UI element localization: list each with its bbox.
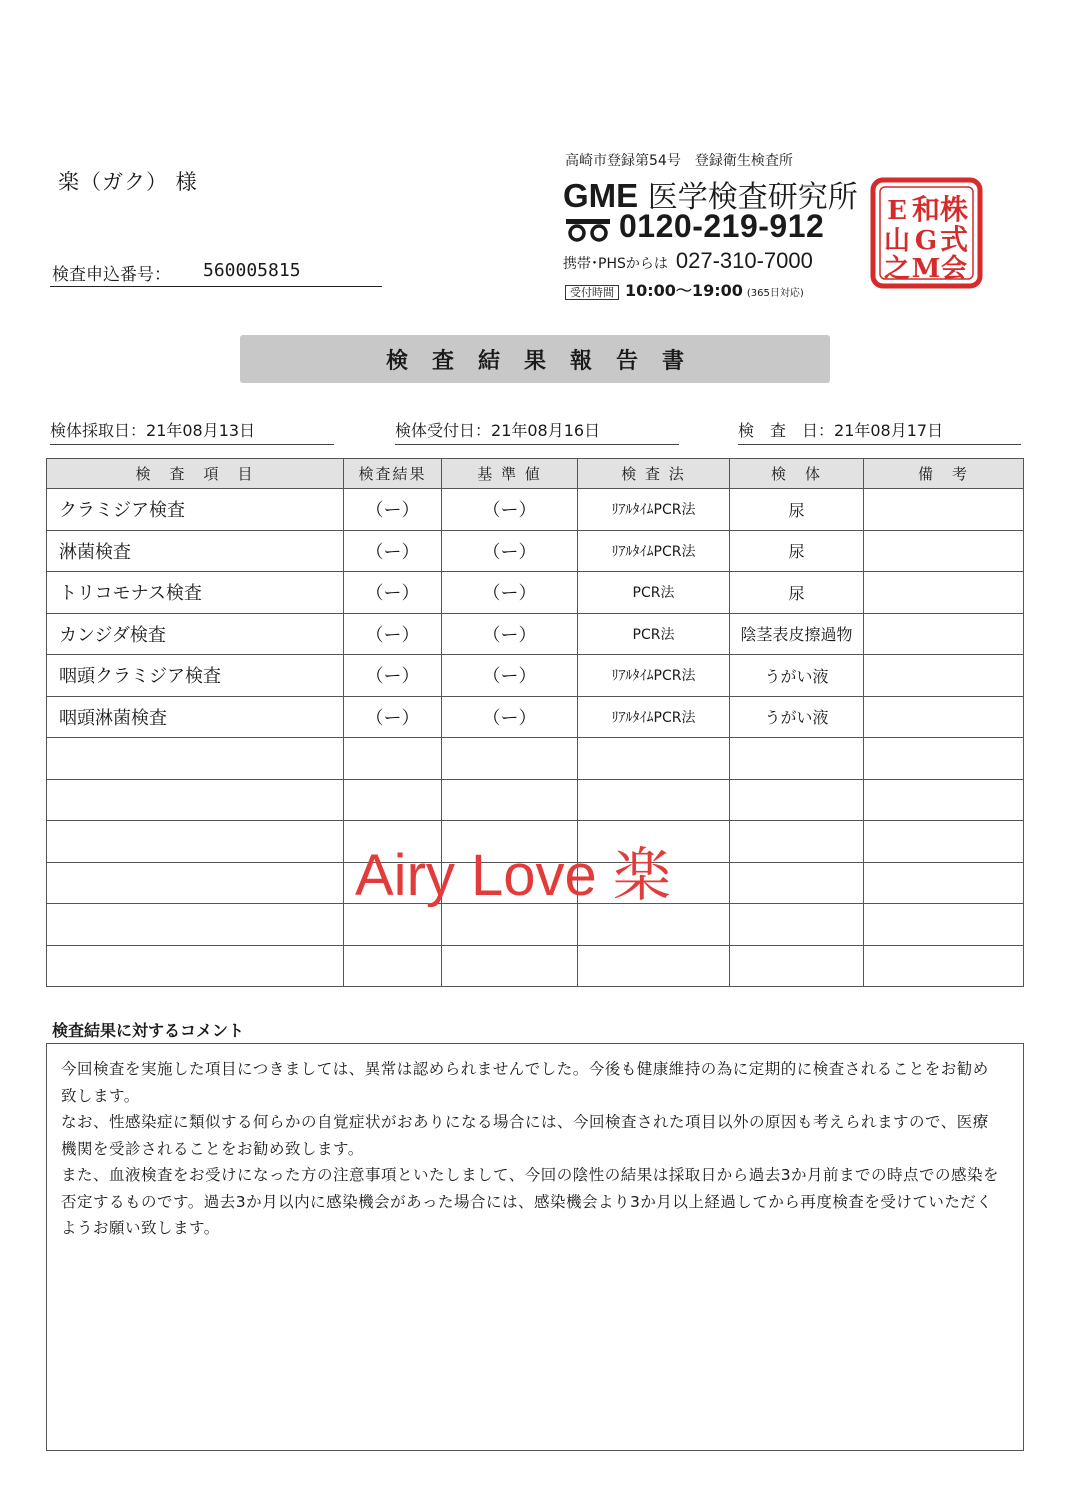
mobile-contact — [563, 248, 813, 274]
cell-reference: （ー） — [442, 530, 578, 572]
reception-hours — [565, 278, 804, 301]
cell-method: ﾘｱﾙﾀｲﾑPCR法 — [578, 655, 730, 697]
header-remarks: 備 考 — [864, 459, 1024, 489]
cell-reference — [442, 779, 578, 821]
header-test-item: 検 査 項 目 — [47, 459, 344, 489]
cell-reference: （ー） — [442, 572, 578, 614]
collection-date — [50, 414, 334, 445]
header-method: 検 査 法 — [578, 459, 730, 489]
cell-remarks — [864, 862, 1024, 904]
svg-text:会: 会 — [940, 254, 968, 284]
cell-method — [578, 945, 730, 987]
cell-specimen: 尿 — [730, 489, 864, 531]
cell-item: カンジダ検査 — [47, 613, 344, 655]
cell-result: （ー） — [344, 489, 442, 531]
comment-box — [46, 1043, 1024, 1451]
cell-result: （ー） — [344, 530, 442, 572]
cell-method: PCR法 — [578, 613, 730, 655]
cell-remarks — [864, 530, 1024, 572]
company-seal — [870, 177, 983, 289]
lab-registration: 高崎市登録第54号 登録衛生検査所 — [565, 153, 793, 169]
cell-item — [47, 945, 344, 987]
freedial-icon — [565, 218, 611, 242]
cell-item — [47, 821, 344, 863]
cell-item: クラミジア検査 — [47, 489, 344, 531]
cell-item — [47, 862, 344, 904]
toll-free-number: 0120-219-912 — [619, 208, 825, 244]
cell-reference: （ー） — [442, 613, 578, 655]
received-date — [395, 414, 679, 445]
table-row — [47, 779, 1024, 821]
table-row — [47, 530, 1024, 572]
collection-date-label: 検体採取日： — [50, 421, 147, 440]
cell-remarks — [864, 489, 1024, 531]
application-number-field — [50, 256, 382, 287]
hours-badge: 受付時間 — [565, 285, 619, 300]
cell-specimen: 尿 — [730, 530, 864, 572]
cell-specimen — [730, 779, 864, 821]
test-date-label: 検 査 日： — [738, 421, 835, 440]
cell-result: （ー） — [344, 572, 442, 614]
cell-result: （ー） — [344, 696, 442, 738]
table-row — [47, 613, 1024, 655]
cell-remarks — [864, 572, 1024, 614]
cell-reference — [442, 945, 578, 987]
cell-result — [344, 945, 442, 987]
cell-method: ﾘｱﾙﾀｲﾑPCR法 — [578, 696, 730, 738]
table-row — [47, 696, 1024, 738]
cell-item: 淋菌検査 — [47, 530, 344, 572]
table-row — [47, 489, 1024, 531]
patient-name: 楽（ガク） 様 — [58, 170, 198, 194]
svg-text:株: 株 — [939, 193, 969, 226]
table-row — [47, 572, 1024, 614]
svg-text:之: 之 — [883, 254, 911, 284]
cell-specimen — [730, 738, 864, 780]
cell-item: 咽頭クラミジア検査 — [47, 655, 344, 697]
cell-item: トリコモナス検査 — [47, 572, 344, 614]
table-header-row — [47, 459, 1024, 489]
cell-result: （ー） — [344, 613, 442, 655]
cell-result — [344, 779, 442, 821]
cell-remarks — [864, 779, 1024, 821]
mobile-label: 携帯･PHSからは — [563, 256, 668, 272]
cell-specimen: うがい液 — [730, 655, 864, 697]
test-date-value: 21年08月17日 — [834, 421, 944, 440]
comment-title: 検査結果に対するコメント — [52, 1021, 245, 1040]
received-date-value: 21年08月16日 — [491, 421, 601, 440]
lab-brand: GME — [563, 177, 639, 214]
cell-specimen — [730, 821, 864, 863]
cell-specimen: 尿 — [730, 572, 864, 614]
cell-remarks — [864, 738, 1024, 780]
header-specimen: 検 体 — [730, 459, 864, 489]
cell-remarks — [864, 904, 1024, 946]
cell-item — [47, 904, 344, 946]
mobile-number: 027-310-7000 — [675, 248, 813, 273]
comment-paragraph: なお、性感染症に類似する何らかの自覚症状がおありになる場合には、今回検査された項目以外の原因も考えられますので、医療機関を受診されることをお勧め致します。 — [61, 1113, 989, 1158]
cell-item: 咽頭淋菌検査 — [47, 696, 344, 738]
test-date — [738, 414, 1021, 445]
cell-remarks — [864, 945, 1024, 987]
cell-specimen — [730, 945, 864, 987]
table-row — [47, 738, 1024, 780]
cell-method: PCR法 — [578, 572, 730, 614]
application-number-value: 560005815 — [203, 260, 301, 281]
svg-text:E: E — [887, 196, 907, 226]
lab-name-rest: 医学検査研究所 — [638, 180, 858, 215]
comment-paragraph: 今回検査を実施した項目につきましては、異常は認められませんでした。今後も健康維持の為に定期的に検査されることをお勧め致します。 — [61, 1060, 989, 1105]
svg-text:和: 和 — [911, 193, 941, 226]
cell-result: （ー） — [344, 655, 442, 697]
cell-remarks — [864, 821, 1024, 863]
svg-text:山: 山 — [883, 226, 911, 256]
cell-reference: （ー） — [442, 655, 578, 697]
hours-note: (365日対応) — [746, 288, 804, 299]
header-result: 検査結果 — [344, 459, 442, 489]
table-row — [47, 655, 1024, 697]
svg-text:M: M — [911, 254, 941, 284]
cell-method: ﾘｱﾙﾀｲﾑPCR法 — [578, 489, 730, 531]
application-number-label: 検査申込番号： — [52, 265, 171, 285]
table-row — [47, 945, 1024, 987]
cell-reference: （ー） — [442, 489, 578, 531]
cell-specimen — [730, 862, 864, 904]
cell-method — [578, 779, 730, 821]
cell-result — [344, 738, 442, 780]
cell-specimen: うがい液 — [730, 696, 864, 738]
cell-item — [47, 779, 344, 821]
received-date-label: 検体受付日： — [395, 421, 492, 440]
header-reference: 基 準 値 — [442, 459, 578, 489]
cell-reference: （ー） — [442, 696, 578, 738]
cell-remarks — [864, 613, 1024, 655]
cell-method: ﾘｱﾙﾀｲﾑPCR法 — [578, 530, 730, 572]
cell-remarks — [864, 655, 1024, 697]
hours-time: 10:00〜19:00 — [625, 281, 743, 300]
comment-paragraph: また、血液検査をお受けになった方の注意事項といたしまして、今回の陰性の結果は採取日から過去3か月前までの時点での感染を否定するものです。過去3か月以内に感染機会があった場合には、感染機会より3か月以上経過してから再度検査を受けていただくようお願い致します。 — [61, 1166, 1000, 1237]
cell-specimen — [730, 904, 864, 946]
cell-reference — [442, 738, 578, 780]
svg-text:G: G — [914, 226, 938, 256]
report-title: 検査結果報告書 — [240, 335, 830, 383]
cell-item — [47, 738, 344, 780]
svg-text:式: 式 — [939, 223, 969, 256]
cell-remarks — [864, 696, 1024, 738]
cell-specimen: 陰茎表皮擦過物 — [730, 613, 864, 655]
watermark-text: Airy Love 楽 — [355, 843, 671, 908]
collection-date-value: 21年08月13日 — [146, 421, 256, 440]
cell-method — [578, 738, 730, 780]
